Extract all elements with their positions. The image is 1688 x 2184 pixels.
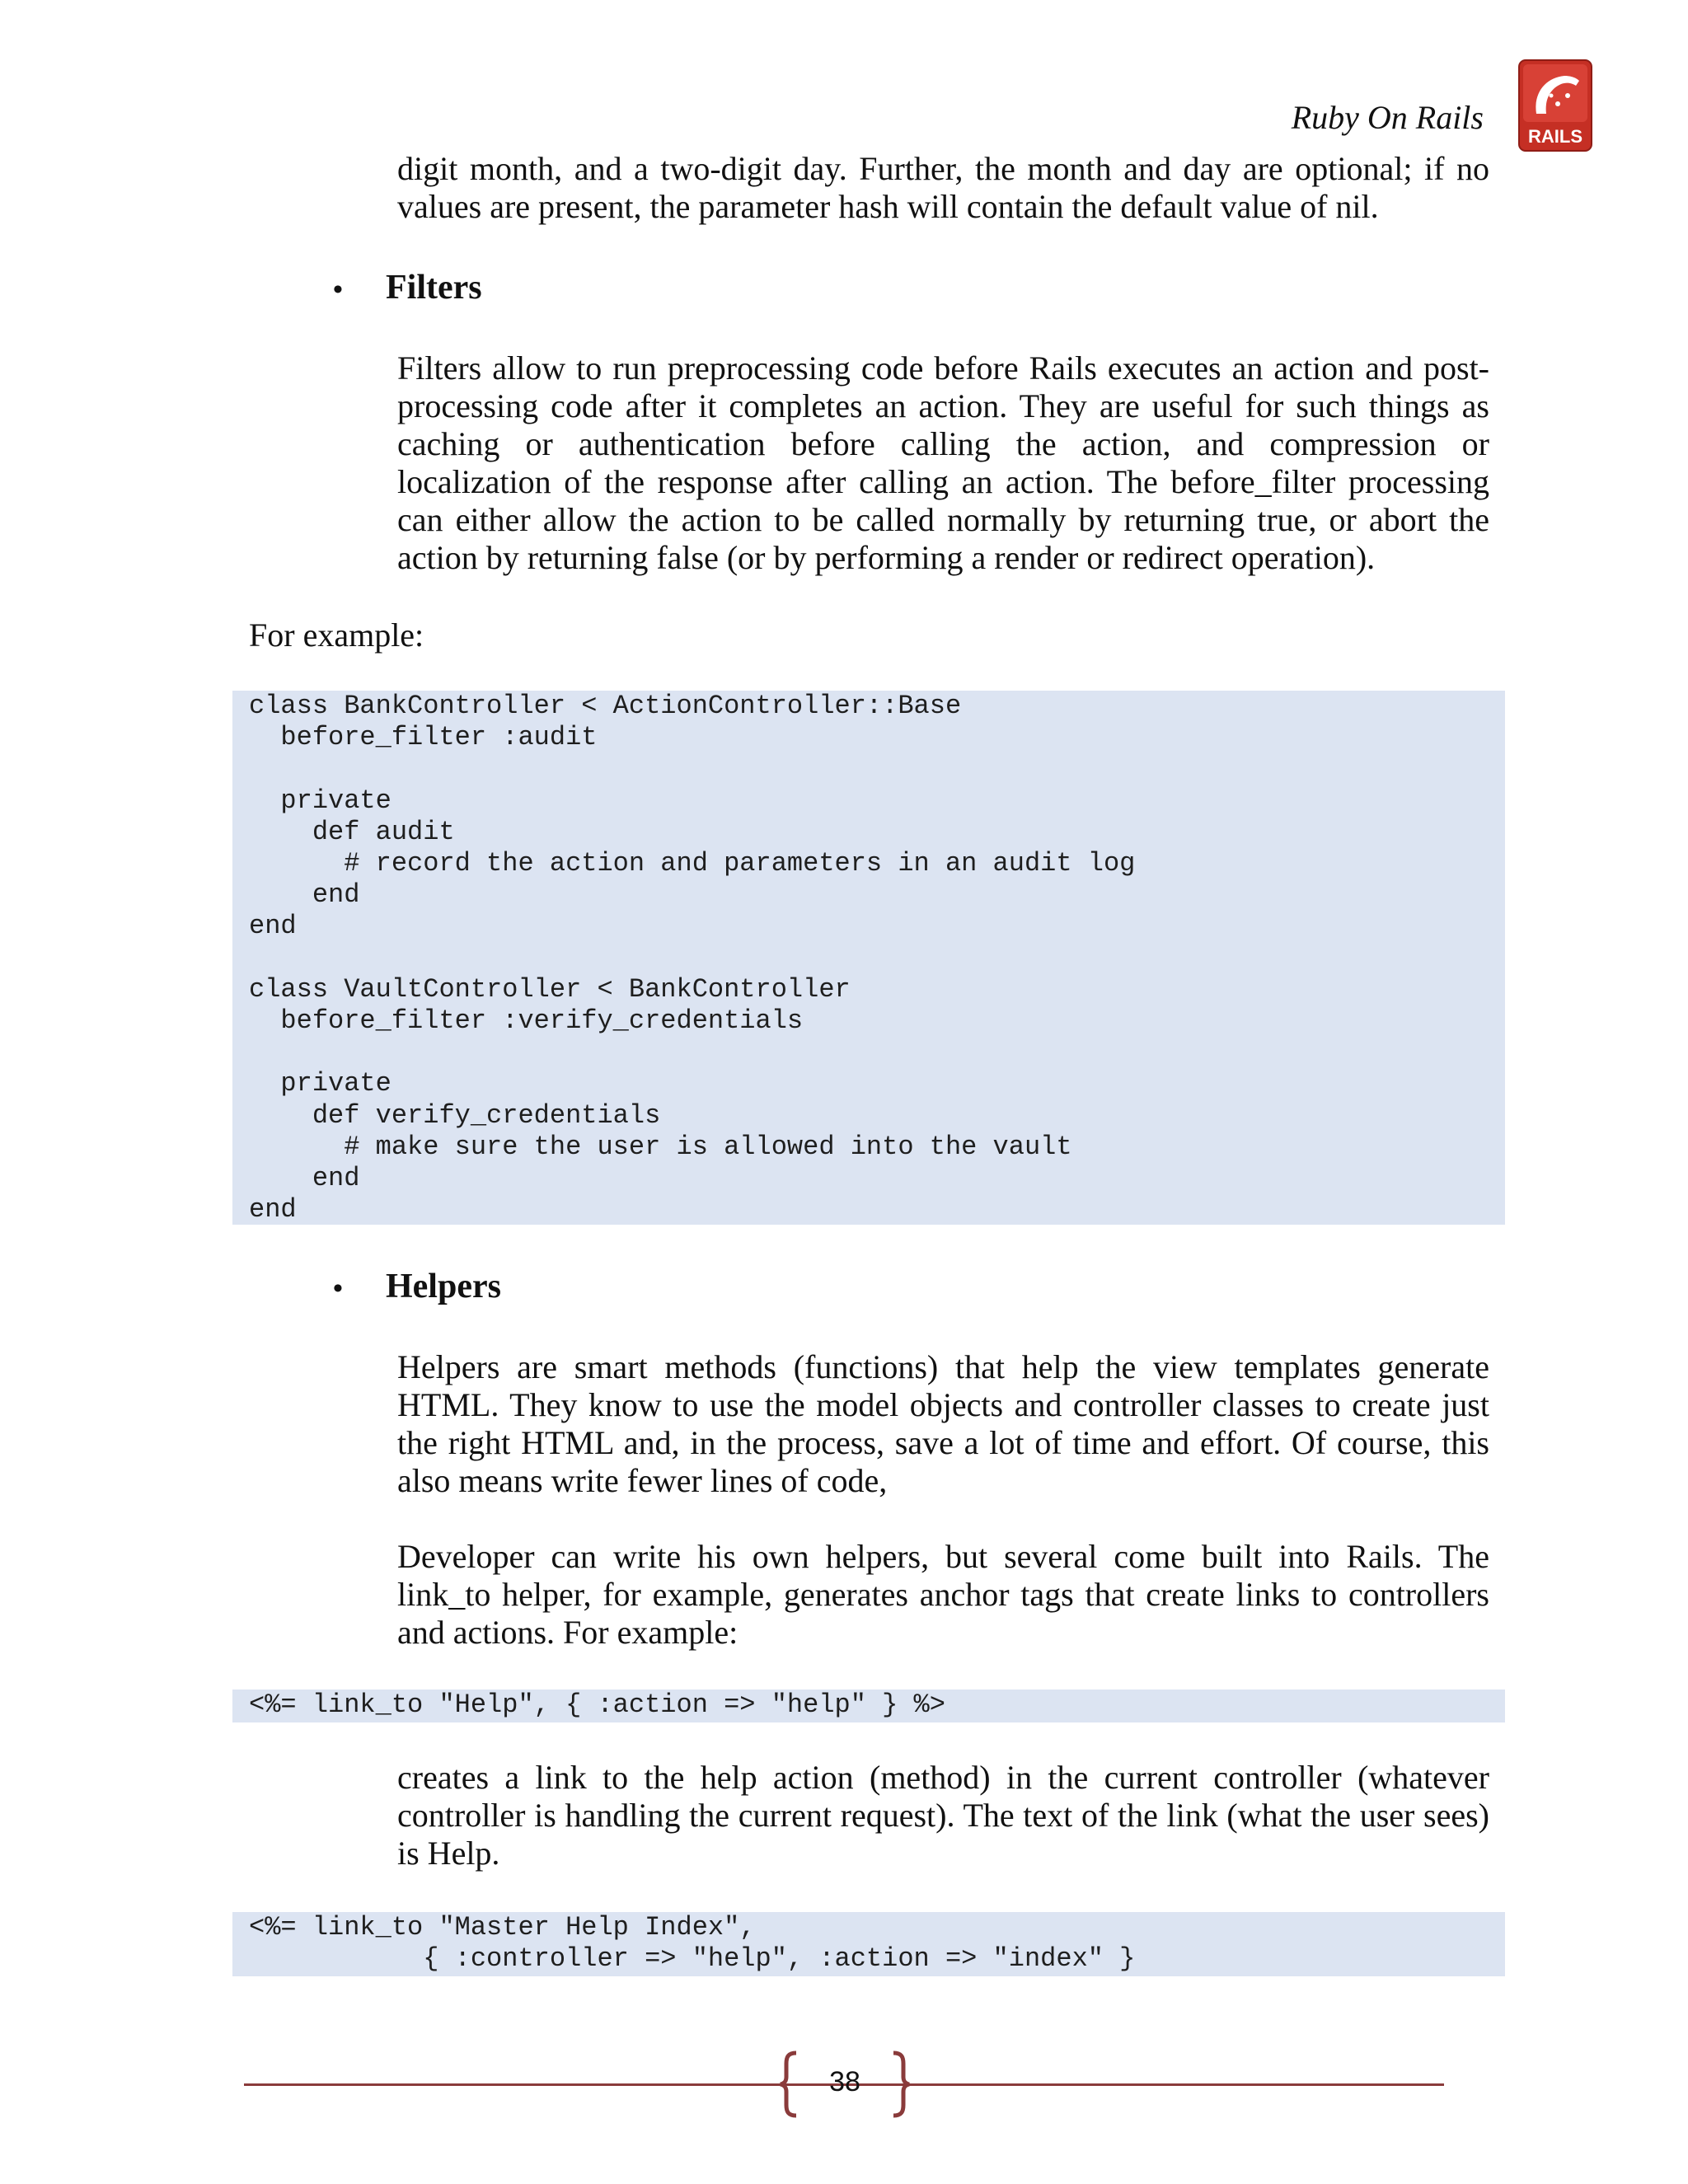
bullet-icon: •: [333, 274, 343, 305]
bullet-icon: •: [333, 1273, 343, 1304]
helpers-heading: [333, 1266, 501, 1310]
helpers-paragraph-2: Developer can write his own helpers, but several come built into Rails. The link_to helper, for example, generates anchor tags that create links to controllers and actions. For example:: [397, 1538, 1489, 1651]
filters-paragraph: Filters allow to run preprocessing code before Rails executes an action and post-processing code after it completes an action. They are useful for such things as caching or authentication before calling the action, and compression or localization of the response after calling an action. The before_filter processing can either allow the action to be called normally by returning true, or abort the action by returning false (or by performing a render or redirect operation).: [397, 349, 1489, 576]
helpers-code-block-2: <%= link_to "Master Help Index", { :controller => "help", :action => "index" }: [232, 1912, 1505, 1976]
helpers-heading-text: Helpers: [386, 1268, 501, 1305]
example-label: For example:: [249, 616, 424, 654]
logo-text: RAILS: [1528, 126, 1582, 147]
helpers-paragraph-1: Helpers are smart methods (functions) that help the view templates generate HTML. They know to use the model objects and controller classes to create just the right HTML and, in the process, save a lot of time and effort. Of course, this also means write fewer lines of code,: [397, 1348, 1489, 1499]
running-title: Ruby On Rails: [1291, 99, 1484, 136]
rails-logo-icon: [1518, 59, 1592, 152]
filters-heading-text: Filters: [386, 269, 482, 307]
filters-code-block: class BankController < ActionController::Base before_filter :audit private def audit # record the action and parameters in an audit log end end class VaultController < BankController before_filter :verify_credentials private def verify_credentials # make sure the user is allowed into the vault end end: [232, 691, 1505, 1225]
filters-heading: [333, 267, 482, 311]
helpers-code-block-1: <%= link_to "Help", { :action => "help" } %>: [232, 1690, 1505, 1722]
intro-paragraph: digit month, and a two-digit day. Further, the month and day are optional; if no values are present, the parameter hash will contain the default value of nil.: [397, 150, 1489, 225]
page-number: 38: [829, 2066, 860, 2097]
helpers-paragraph-3: creates a link to the help action (method) in the current controller (whatever controller is handling the current request). The text of the link (what the user sees) is Help.: [397, 1759, 1489, 1872]
